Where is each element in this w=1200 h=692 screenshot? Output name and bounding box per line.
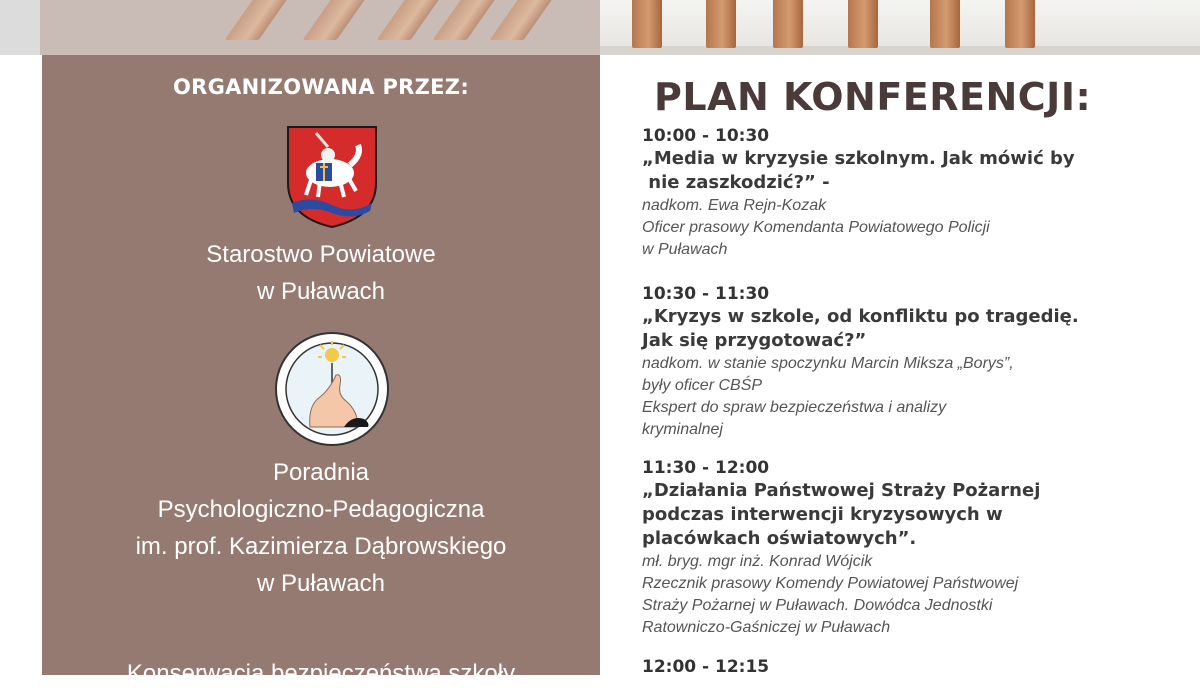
organizer-poradnia-line1: Poradnia: [272, 459, 370, 486]
domino-block: [1005, 0, 1035, 48]
speaker-line: Rzecznik prasowy Komendy Powiatowej Państwowej: [642, 575, 1019, 592]
coat-of-arms-icon: [286, 125, 378, 229]
session-time: 10:00 - 10:30: [642, 126, 770, 146]
organizer-starostwo-name: Starostwo Powiatowe: [206, 241, 436, 268]
organizer-starostwo: [42, 236, 600, 310]
agenda-session: [642, 283, 1142, 441]
agenda-panel: [600, 55, 1200, 675]
organizer-poradnia: [42, 454, 600, 602]
session-title-line: „Media w kryzysie szkolnym. Jak mówić by: [642, 148, 1075, 169]
organizer-poradnia-line4: w Puławach: [256, 570, 386, 597]
domino-block: [706, 0, 736, 48]
speaker-line: Straży Pożarnej w Puławach. Dowódca Jednostki: [642, 597, 993, 614]
speaker-line: w Puławach: [642, 241, 728, 258]
organizer-poradnia-line2: Psychologiczno-Pedagogiczna: [157, 496, 485, 523]
session-speaker: [642, 353, 1142, 441]
organizers-heading: ORGANIZOWANA PRZEZ:: [172, 75, 470, 99]
session-title-line: „Kryzys w szkole, od konfliktu po tragedię.: [642, 306, 1079, 327]
session-time: 11:30 - 12:00: [642, 458, 770, 478]
counseling-center-logo-icon: [274, 331, 390, 447]
speaker-line: kryminalnej: [642, 421, 723, 438]
speaker-line: nadkom. w stanie spoczynku Marcin Miksza „Borys”,: [642, 355, 1014, 372]
speaker-line: nadkom. Ewa Rejn-Kozak: [642, 197, 827, 214]
session-title: [642, 147, 1142, 195]
organizer-poradnia-line3: im. prof. Kazimierza Dąbrowskiego: [135, 533, 507, 560]
session-time: 12:00 - 12:15: [642, 657, 770, 677]
session-title-line: placówkach oświatowych”.: [642, 528, 917, 549]
domino-block: [848, 0, 878, 48]
speaker-line: mł. bryg. mgr inż. Konrad Wójcik: [642, 553, 873, 570]
session-time: 10:30 - 11:30: [642, 284, 770, 304]
speaker-line: były oficer CBŚP: [642, 377, 763, 394]
session-title-line: nie zaszkodzić?” -: [642, 172, 830, 193]
organizers-panel: [42, 55, 600, 687]
agenda-session: [642, 125, 1142, 261]
session-speaker: [642, 551, 1142, 639]
organizer-bottom-text: Konserwacja bezpieczeństwa szkoły: [126, 660, 516, 687]
domino-block: [930, 0, 960, 48]
session-speaker: [642, 195, 1142, 261]
speaker-line: Ratowniczo-Gaśniczej w Puławach: [642, 619, 891, 636]
photo-left-edge: [0, 0, 40, 55]
domino-shelf: [600, 46, 1200, 55]
domino-block: [632, 0, 662, 48]
agenda-session: [642, 457, 1142, 639]
speaker-line: Oficer prasowy Komendanta Powiatowego Policji: [642, 219, 990, 236]
session-title-line: podczas interwencji kryzysowych w: [642, 504, 1003, 525]
domino-block: [773, 0, 803, 48]
session-title-line: „Działania Państwowej Straży Pożarnej: [642, 480, 1041, 501]
header-photo-dominoes: [0, 0, 1200, 55]
agenda-title: PLAN KONFERENCJI:: [654, 75, 1092, 119]
session-title-line: Jak się przygotować?”: [642, 330, 867, 351]
organizer-starostwo-place: w Puławach: [256, 278, 386, 305]
session-title: [642, 479, 1142, 551]
speaker-line: Ekspert do spraw bezpieczeństwa i analizy: [642, 399, 947, 416]
session-title: [642, 305, 1142, 353]
